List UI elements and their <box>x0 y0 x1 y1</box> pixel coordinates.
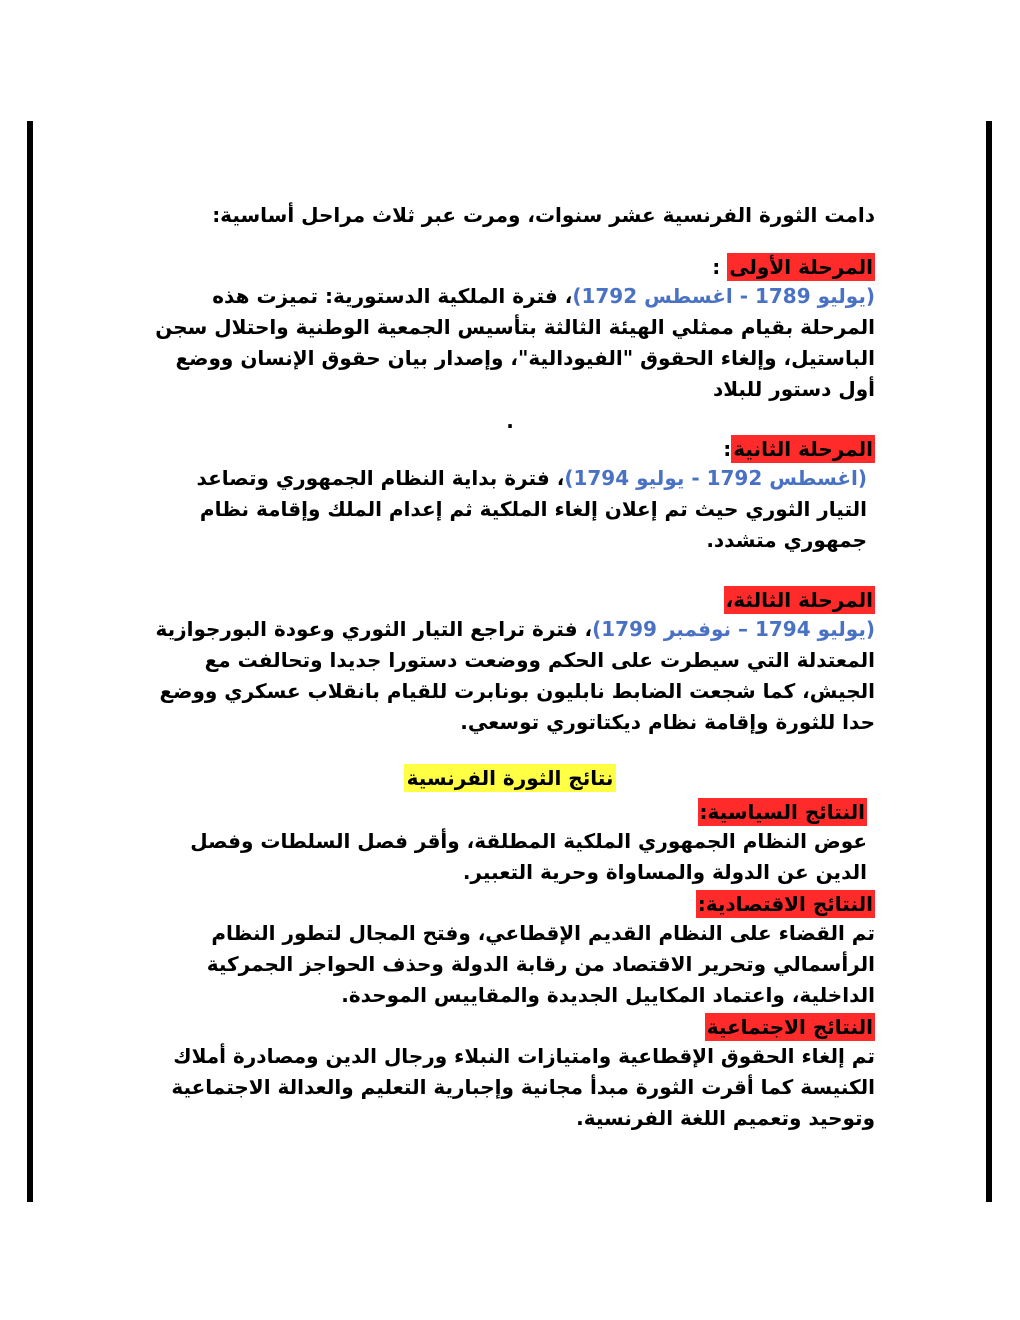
results-economic-text: تم القضاء على النظام القديم الإقطاعي، وفتح المجال لتطور النظام الرأسمالي وتحرير الاقتصاد من رقابة الدولة وحذف الحواجز الجمركية الداخلية، واعتماد المكاييل الجديدة والمقاييس الموحدة. <box>206 921 875 1007</box>
stage-2 <box>145 435 875 556</box>
stage-1-heading: المرحلة الأولى <box>729 255 873 279</box>
results-economic-heading: النتائج الاقتصادية: <box>697 892 873 916</box>
results-economic <box>145 890 875 1011</box>
stage-3-date: (يوليو 1794 – نوفمبر 1799) <box>592 617 875 641</box>
left-border-rule <box>27 121 33 1202</box>
results-social-text: تم إلغاء الحقوق الإقطاعية وامتيازات النبلاء ورجال الدين ومصادرة أملاك الكنيسة كما أقرت الثورة مبدأ مجانية وإجبارية التعليم والعدالة الاجتماعية وتوحيد وتعميم اللغة الفرنسية. <box>171 1044 875 1130</box>
stage-1-text: ، فترة الملكية الدستورية: تميزت هذه المرحلة بقيام ممثلي الهيئة الثالثة بتأسيس الجمعية الوطنية واحتلال سجن الباستيل، وإلغاء الحقوق "الفيودالية"، وإصدار بيان حقوق الإنسان ووضع أول دستور للبلاد <box>155 284 875 401</box>
stage-3 <box>145 586 875 738</box>
stage-1-heading-suffix: : <box>712 255 728 279</box>
stage-2-text: ، فترة بداية النظام الجمهوري وتصاعد التيار الثوري حيث تم إعلان إلغاء الملكية ثم إعدام الملك وإقامة نظام جمهوري متشدد. <box>196 466 867 552</box>
results-title-wrap <box>145 764 875 792</box>
stage-1-paragraph <box>145 281 875 405</box>
stage-3-paragraph <box>145 614 875 738</box>
document-body <box>145 200 875 1134</box>
stage-3-heading: المرحلة الثالثة، <box>725 588 873 612</box>
stage-3-text: ، فترة تراجع التيار الثوري وعودة البورجوازية المعتدلة التي سيطرت على الحكم ووضعت دستورا جديدا وتحالفت مع الجيش، كما شجعت الضابط نابليون بونابرت للقيام بانقلاب عسكري ووضع حدا للثورة وإقامة نظام ديكتاتوري توسعي. <box>155 617 875 734</box>
results-political-heading: النتائج السياسية: <box>699 800 865 824</box>
results-social-heading: النتائج الاجتماعية <box>706 1015 873 1039</box>
separator-dot: . <box>506 409 514 433</box>
results-social <box>145 1013 875 1134</box>
stage-2-paragraph <box>145 463 875 556</box>
stage-1-date: (يوليو 1789 - اغسطس 1792) <box>572 284 875 308</box>
intro-paragraph: دامت الثورة الفرنسية عشر سنوات، ومرت عبر ثلاث مراحل أساسية: <box>212 203 875 227</box>
right-border-rule <box>986 121 992 1202</box>
stage-2-heading-suffix: : <box>723 437 732 461</box>
results-title: نتائج الثورة الفرنسية <box>404 764 617 792</box>
stage-1 <box>145 253 875 405</box>
stage-2-heading: المرحلة الثانية <box>733 437 873 461</box>
stage-2-date: (اغسطس 1792 - يوليو 1794) <box>564 466 867 490</box>
results-political-text: عوض النظام الجمهوري الملكية المطلقة، وأقر فصل السلطات وفصل الدين عن الدولة والمساواة وحرية التعبير. <box>190 829 867 884</box>
results-political <box>145 798 875 888</box>
